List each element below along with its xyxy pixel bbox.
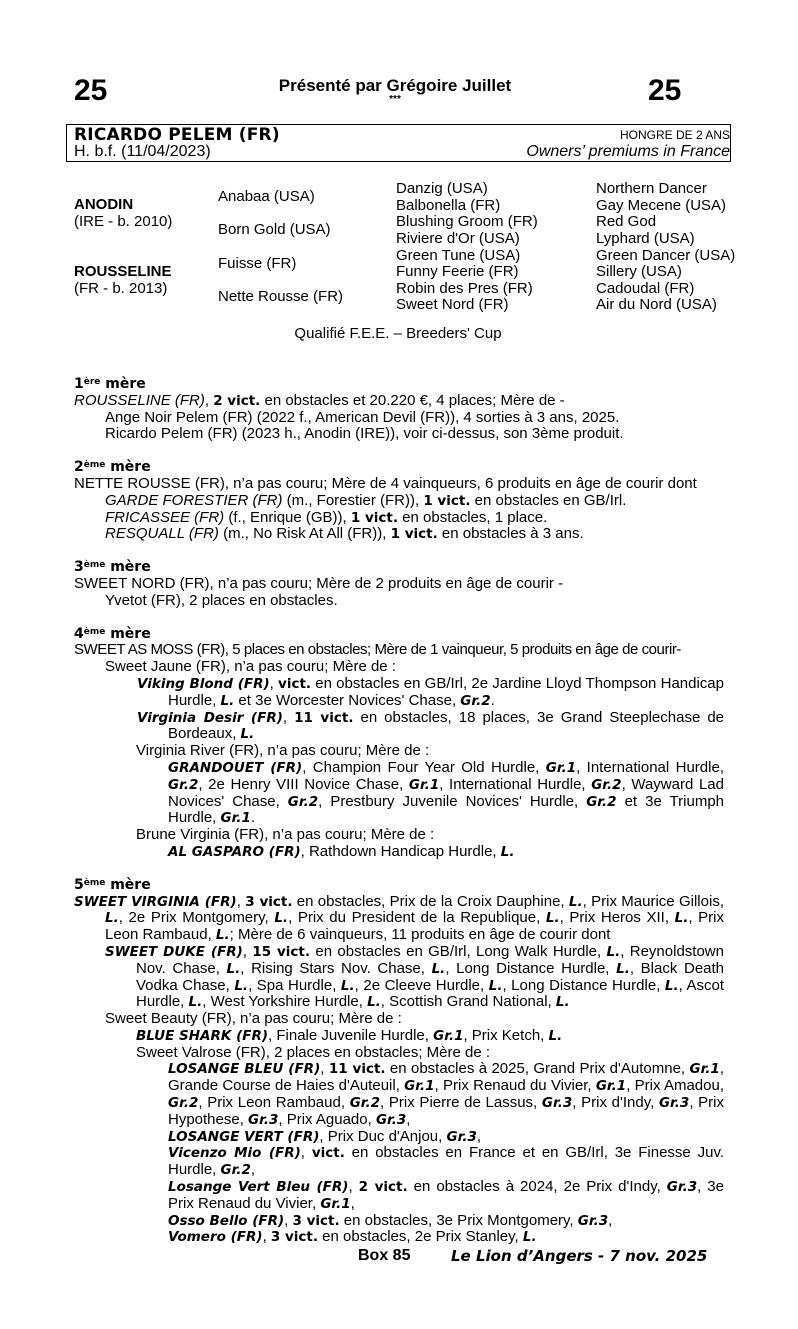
produce-line: Sweet Valrose (FR), 2 places en obstacles; Mère de : — [136, 1043, 491, 1061]
first-dam-line: ROUSSELINE (FR), 2 vict. en obstacles et 20.220 €, 4 places; Mère de - — [74, 391, 565, 409]
produce-line: AL GASPARO (FR), Rathdown Handicap Hurdle, L. — [168, 842, 515, 860]
produce-line: FRICASSEE (FR) (f., Enrique (GB)), 1 vict. en obstacles, 1 place. — [105, 508, 548, 526]
gen4-8: Air du Nord (USA) — [596, 296, 717, 313]
dam-detail: (FR - b. 2013) — [74, 280, 168, 297]
horse-identity-box — [66, 124, 731, 162]
produce-line: Sweet Beauty (FR), n’a pas couru; Mère de : — [105, 1010, 402, 1028]
maternal-family — [74, 374, 724, 1246]
gen3-5: Green Tune (USA) — [396, 247, 521, 264]
gen3-8: Sweet Nord (FR) — [396, 296, 509, 313]
lot-number-right: 25 — [648, 74, 682, 107]
gen4-4: Lyphard (USA) — [596, 230, 695, 247]
sire-detail: (IRE - b. 2010) — [74, 213, 173, 230]
produce-line: Virginia Desir (FR), 11 vict. en obstacles, 18 places, 3e Grand Steeplechase de Bordeaux, L. — [137, 708, 725, 743]
horse-description: H. b.f. (11/04/2023) — [74, 143, 211, 160]
produce-line: GARDE FORESTIER (FR) (m., Forestier (FR)), 1 vict. en obstacles en GB/Irl. — [105, 491, 627, 509]
gen3-6: Funny Feerie (FR) — [396, 263, 519, 280]
gen2-1: Anabaa (USA) — [218, 188, 315, 205]
produce-line: RESQUALL (FR) (m., No Risk At All (FR)), 1 vict. en obstacles à 3 ans. — [105, 525, 584, 543]
gen3-3: Blushing Groom (FR) — [396, 213, 538, 230]
second-dam-heading: 2ème mère — [74, 459, 151, 476]
produce-line: Ange Noir Pelem (FR) (2022 f., American Devil (FR)), 4 sorties à 3 ans, 2025. — [105, 408, 620, 426]
gen2-3: Fuisse (FR) — [218, 255, 297, 272]
fifth-dam-heading: 5ème mère — [74, 876, 151, 893]
gen3-1: Danzig (USA) — [396, 180, 488, 197]
gen4-7: Cadoudal (FR) — [596, 280, 695, 297]
produce-line: Ricardo Pelem (FR) (2023 h., Anodin (IRE)), voir ci-dessus, son 3ème produit. — [105, 425, 624, 443]
gen4-3: Red God — [596, 213, 657, 230]
third-dam-heading: 3ème mère — [74, 559, 151, 576]
horse-name: RICARDO PELEM (FR) — [74, 125, 280, 145]
produce-line: Losange Vert Bleu (FR), 2 vict. en obstacles à 2024, 2e Prix d'Indy, Gr.3, 3e Prix Renaud du Vivier, Gr.1, — [168, 1178, 724, 1212]
gen3-4: Riviere d'Or (USA) — [396, 230, 520, 247]
owners-premiums: Owners’ premiums in France — [526, 143, 730, 160]
produce-line: LOSANGE VERT (FR), Prix Duc d'Anjou, Gr.3, — [168, 1127, 482, 1145]
second-dam-line: NETTE ROUSSE (FR), n’a pas couru; Mère de 4 vainqueurs, 6 produits en âge de courir dont — [74, 474, 697, 492]
gen2-2: Born Gold (USA) — [218, 221, 331, 238]
gen2-4: Nette Rousse (FR) — [218, 288, 344, 305]
produce-line: Virginia River (FR), n’a pas couru; Mère de : — [136, 742, 430, 760]
gen3-7: Robin des Pres (FR) — [396, 280, 533, 297]
fourth-dam-line: SWEET AS MOSS (FR), 5 places en obstacles; Mère de 1 vainqueur, 5 produits en âge de courir- — [74, 641, 681, 659]
sire-name: ANODIN — [74, 196, 134, 213]
produce-line: Yvetot (FR), 2 places en obstacles. — [105, 591, 338, 609]
produce-line: Viking Blond (FR), vict. en obstacles en GB/Irl, 2e Jardine Lloyd Thompson Handicap Hurdle, L. et 3e Worcester Novices' Chase, Gr.2. — [137, 674, 724, 709]
produce-line: Vomero (FR), 3 vict. en obstacles, 2e Prix Stanley, L. — [168, 1228, 537, 1246]
presenter: Présenté par Grégoire Juillet — [278, 76, 512, 95]
horse-sex-age: HONGRE DE 2 ANS — [619, 128, 730, 142]
qualification: Qualifié F.E.E. – Breeders' Cup — [294, 325, 502, 342]
produce-line: BLUE SHARK (FR), Finale Juvenile Hurdle, Gr.1, Prix Ketch, L. — [136, 1026, 563, 1044]
gen4-5: Green Dancer (USA) — [596, 247, 736, 264]
fourth-dam-heading: 4ème mère — [74, 625, 151, 642]
footer-venue-date: Le Lion d’Angers - 7 nov. 2025 — [451, 1247, 708, 1265]
third-dam-line: SWEET NORD (FR), n’a pas couru; Mère de 2 produits en âge de courir - — [74, 574, 564, 592]
produce-line: GRANDOUET (FR), Champion Four Year Old Hurdle, Gr.1, International Hurdle, Gr.2, 2e Henry VIII Novice Chase, Gr.1, International Hurdle, Gr.2, Wayward Lad Novices' Chase, Gr.2, Prestbury Juvenile Novices' Hurdle, Gr.2 et 3e Triumph Hurdle, Gr.1. — [168, 758, 725, 827]
produce-line: Brune Virginia (FR), n’a pas couru; Mère de : — [136, 826, 435, 844]
dam-name: ROUSSELINE — [74, 263, 172, 280]
produce-line: SWEET DUKE (FR), 15 vict. en obstacles en GB/Irl, Long Walk Hurdle, L., Reynoldstown Nov. Chase, L., Rising Stars Nov. Chase, L., Long Distance Hurdle, L., Black Death Vodka Chase, L., Spa Hurdle, L., 2e Cleeve Hurdle, L., Long Distance Hurdle, L., Ascot Hurdle, L., West Yorkshire Hurdle, L., Scottish Grand National, L. — [105, 942, 725, 1011]
footer-box-number: Box 85 — [358, 1247, 411, 1264]
produce-line: Osso Bello (FR), 3 vict. en obstacles, 3e Prix Montgomery, Gr.3, — [168, 1211, 613, 1229]
gen4-6: Sillery (USA) — [596, 263, 682, 280]
gen4-2: Gay Mecene (USA) — [596, 197, 727, 214]
stars: *** — [389, 94, 401, 105]
gen3-2: Balbonella (FR) — [396, 197, 501, 214]
produce-line: Vicenzo Mio (FR), vict. en obstacles en France et en GB/Irl, 3e Finesse Juv. Hurdle, Gr.2, — [168, 1144, 724, 1179]
lot-number-left: 25 — [74, 74, 108, 107]
produce-line: Sweet Jaune (FR), n’a pas couru; Mère de : — [105, 658, 396, 676]
produce-line: LOSANGE BLEU (FR), 11 vict. en obstacles à 2025, Grand Prix d'Automne, Gr.1, Grande Course de Haies d'Auteuil, Gr.1, Prix Renaud du Vivier, Gr.1, Prix Amadou, Gr.2, Prix Leon Rambaud, Gr.2, Prix Pierre de Lassus, Gr.3, Prix d'Indy, Gr.3, Prix Hypothese, Gr.3, Prix Aguado, Gr.3, — [168, 1060, 725, 1128]
gen4-1: Northern Dancer — [596, 180, 707, 197]
fifth-dam-line: SWEET VIRGINIA (FR), 3 vict. en obstacles, Prix de la Croix Dauphine, L., Prix Maurice Gillois, L., 2e Prix Montgomery, L., Prix du President de la Republique, L., Prix Heros XII, L., Prix Leon Rambaud, L.; Mère de 6 vainqueurs, 11 produits en âge de courir dont — [74, 892, 724, 944]
first-dam-heading: 1ère mère — [74, 376, 146, 392]
